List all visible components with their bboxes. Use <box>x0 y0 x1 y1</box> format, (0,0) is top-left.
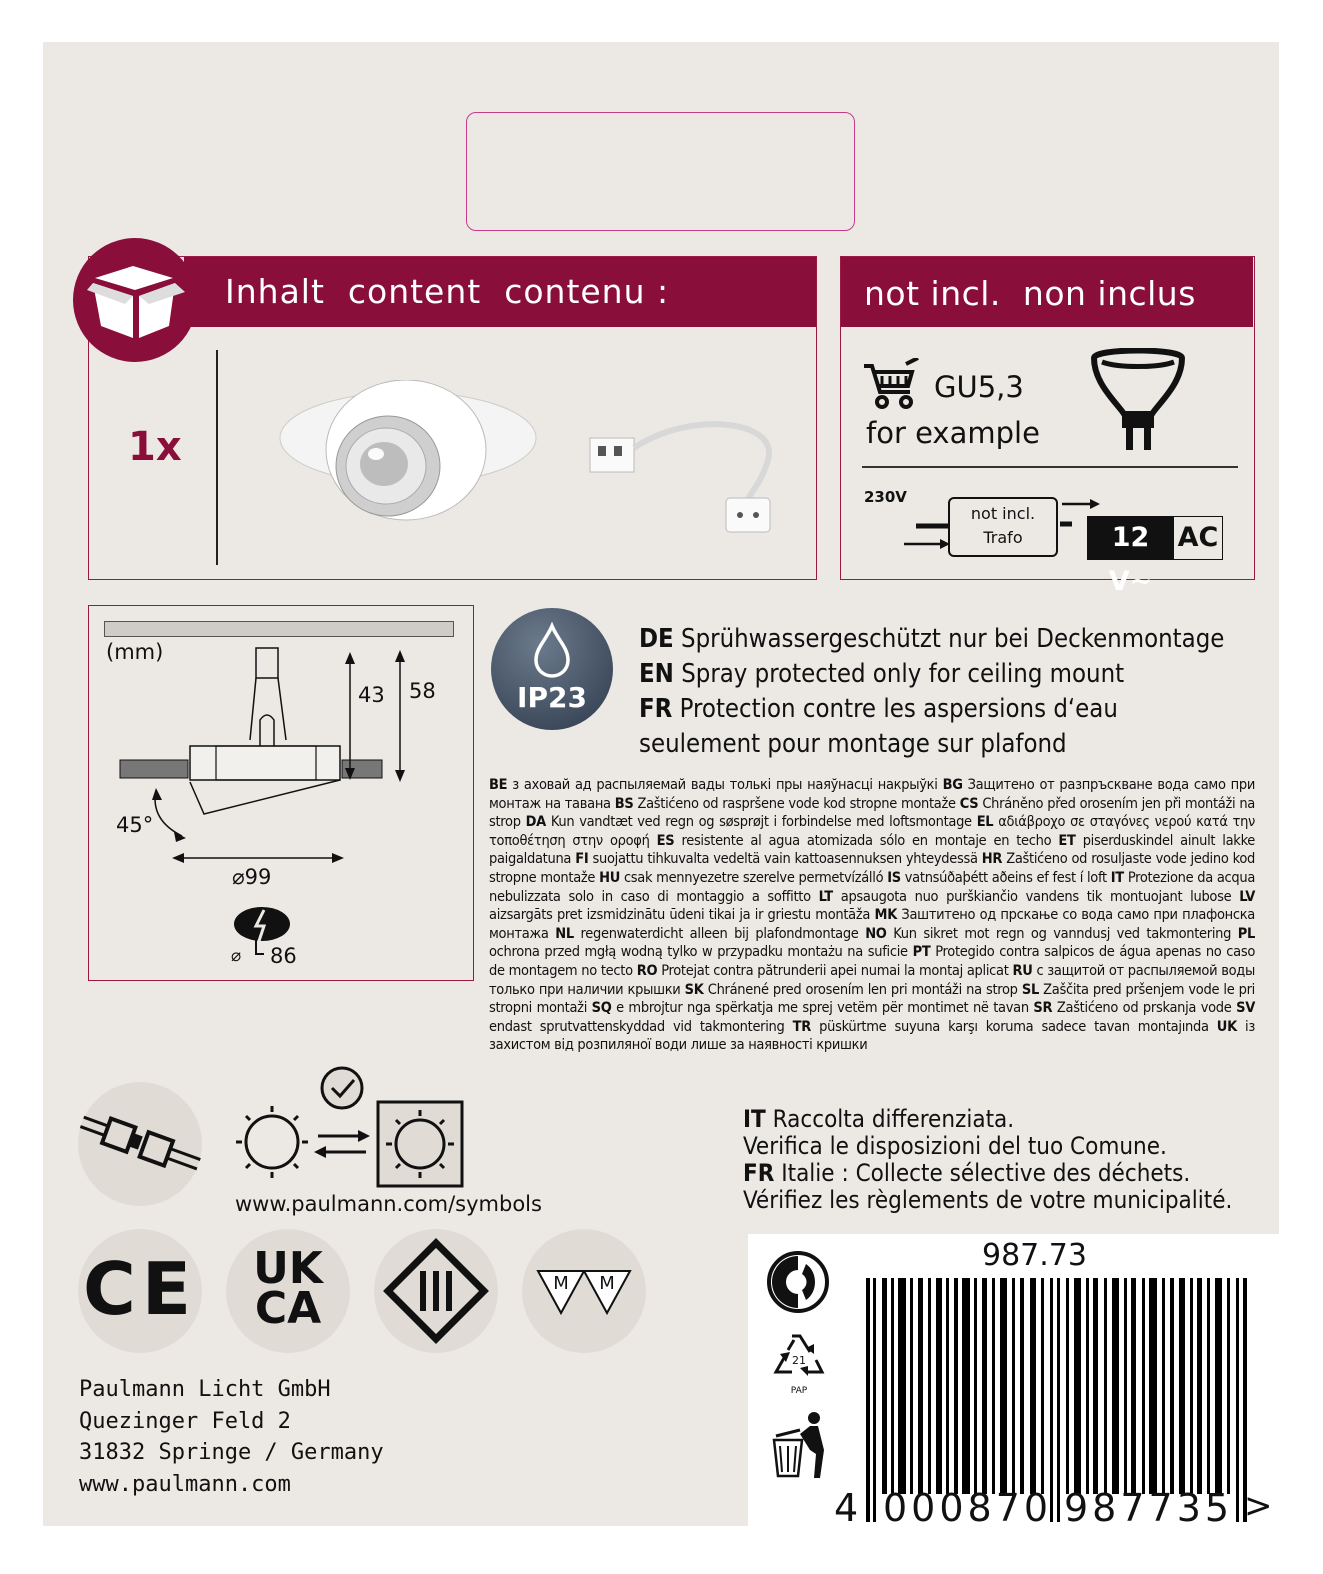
ukca-mark <box>226 1229 350 1353</box>
ce-mark <box>78 1229 202 1353</box>
lamp-type: GU5,3 <box>934 370 1024 404</box>
dim-cutout: 86 <box>270 944 297 968</box>
company-street: Quezinger Feld 2 <box>79 1408 291 1434</box>
dim-h1: 43 <box>358 683 385 707</box>
symbols-url[interactable]: www.paulmann.com/symbols <box>235 1192 542 1216</box>
ip-rating-text: IP23 <box>517 681 587 714</box>
ukca-bottom: CA <box>254 1283 322 1334</box>
dim-cutout-symbol: ⌀ <box>231 946 242 966</box>
dim-h2: 58 <box>409 679 436 703</box>
protection-fr: FR Protection contre les aspersions d‘eau <box>639 694 1118 724</box>
protection-en: EN Spray protected only for ceiling mount <box>639 659 1125 689</box>
green-dot-icon <box>766 1250 830 1314</box>
barcode-first-digit: 4 <box>834 1486 859 1530</box>
lamp-example: for example <box>866 416 1040 450</box>
downlight-image <box>276 380 546 550</box>
box-icon-circle <box>73 238 197 362</box>
connector-symbol <box>78 1082 202 1206</box>
barcode <box>866 1278 1252 1494</box>
mm-a: M <box>553 1273 569 1294</box>
recycling-it-line1: IT Raccolta differenziata. <box>743 1105 1015 1133</box>
quantity: 1x <box>128 424 182 470</box>
content-header-text: Inhalt content contenu : <box>225 272 670 311</box>
class-iii-mark <box>374 1229 498 1353</box>
input-voltage: 230V <box>864 488 907 506</box>
barcode-right-digits: 987735 <box>1064 1486 1234 1530</box>
company-name: Paulmann Licht GmbH <box>79 1377 331 1402</box>
separator <box>862 466 1238 468</box>
article-number: 987.73 <box>982 1238 1087 1273</box>
trafo-line1: not incl. <box>970 504 1036 523</box>
recycling-text <box>743 1106 1232 1214</box>
ukca-top: UK <box>253 1243 323 1294</box>
mr16-bulb-icon <box>1088 348 1188 454</box>
open-box-icon <box>73 238 197 362</box>
label-area <box>466 112 855 231</box>
company-city: 31832 Springe / Germany <box>79 1440 384 1465</box>
divider <box>216 350 218 565</box>
trash-bin-person-icon <box>770 1410 830 1480</box>
multilanguage-text: BE з аховай ад распыляемай вады толькі пры наяўнасці накрыўкі BG Защитено от разпръскване вода само при монтаж на тавана BS Zaštićeno od raspršene vode kod stropne montaže CS Chráněno před orosením jen při montáži na strop DA Kun vandtæt ved regn og søsprøjt i forbindelse med loftsmontage EL αδιάβροχο σε σταγόνες νερού κατά την τοποθέτηση στην οροφή ES resistente al agua atomizada sólo en montaje en techo ET piserduskindel ainult lakke paigaldatuna FI suojattu tihkuvalta vedeltä vain kattoasennuksen yhteydessä HR Zaštićeno od rosuljaste vode jedino kod stropne montaže HU csak mennyezetre szerelve permetvízálló IS vatnsúðaþétt aðeins ef fest í loft IT Protezione da acqua nebulizzata solo in caso di montaggio a soffitto LT apsaugota nuo purškiančio vandens tik montuojant lubose LV aizsargāts pret izsmidzinātu ūdeni tikai ja ir griestu montāža MK Заштитено од прскање со вода само при плафонска монтажа NL regenwaterdicht alleen bij plafondmontage NO Kun sikret mot regn og vanndusj ved takmontering PL ochrona przed mgłą wodną tylko w przypadku montażu na suficie PT Protegido contra salpicos de água apenas no caso de montagem no tecto RO Protejat contra pătrunderii apei numai la montaj aplicat RU с защитой от распыляемой воды только при наличии крышки SK Chránené pred orosením len pri montáži na strop SL Zaščita pred pršenjem vode le pri stropni montaži SQ e mbrojtur nga spërkatja me sprej vetëm për montimet në tavan SR Zaštićeno od prskanja vode SV endast sprutvattenskyddad vid takmontering TR püskürtme suyuna karşı koruma sadece tavan montajında UK із захистом від розпиляної води лише за наявності кришки <box>489 777 1256 1054</box>
mm-b: M <box>599 1273 615 1294</box>
class-iii-icon <box>374 1229 498 1353</box>
shopping-cart-icon <box>862 358 920 412</box>
interchangeable-lamp-icon <box>232 1066 468 1190</box>
dim-angle: 45° <box>116 813 154 837</box>
barcode-end-marker: > <box>1244 1486 1273 1526</box>
dim-unit: (mm) <box>106 640 164 664</box>
water-drop-icon <box>530 622 574 678</box>
trafo-line2: Trafo <box>983 528 1023 547</box>
output-type: AC <box>1173 516 1223 560</box>
recycling-fr-line2: Vérifiez les règlements de votre municipalité. <box>743 1186 1233 1214</box>
mm-triangles-icon <box>522 1229 646 1353</box>
ceiling-bar <box>104 621 454 637</box>
pap-code: 21 <box>792 1354 806 1367</box>
protection-de: DE Sprühwassergeschützt nur bei Deckenmontage <box>639 624 1225 654</box>
output-voltage: 12 V~ <box>1087 516 1174 560</box>
mm-mark <box>522 1229 646 1353</box>
protection-list <box>639 622 1224 762</box>
barcode-left-digits: 000870 <box>883 1486 1053 1530</box>
not-included-header-text: not incl. non inclus <box>864 274 1196 313</box>
dimension-drawing <box>110 640 420 870</box>
pap-label: PAP <box>790 1386 808 1396</box>
plug-connector-icon <box>78 1082 202 1206</box>
recycling-it-line2: Verifica le disposizioni del tuo Comune. <box>743 1132 1167 1160</box>
ce-mark-text: CE <box>82 1247 198 1331</box>
company-web[interactable]: www.paulmann.com <box>79 1471 291 1497</box>
protection-fr-cont: seulement pour montage sur plafond <box>639 729 1067 759</box>
recycling-fr-line1: FR Italie : Collecte sélective des déchets. <box>743 1159 1191 1187</box>
company-address <box>79 1374 384 1500</box>
dim-diameter: ⌀99 <box>232 865 272 889</box>
socket-cable-image <box>580 400 800 540</box>
